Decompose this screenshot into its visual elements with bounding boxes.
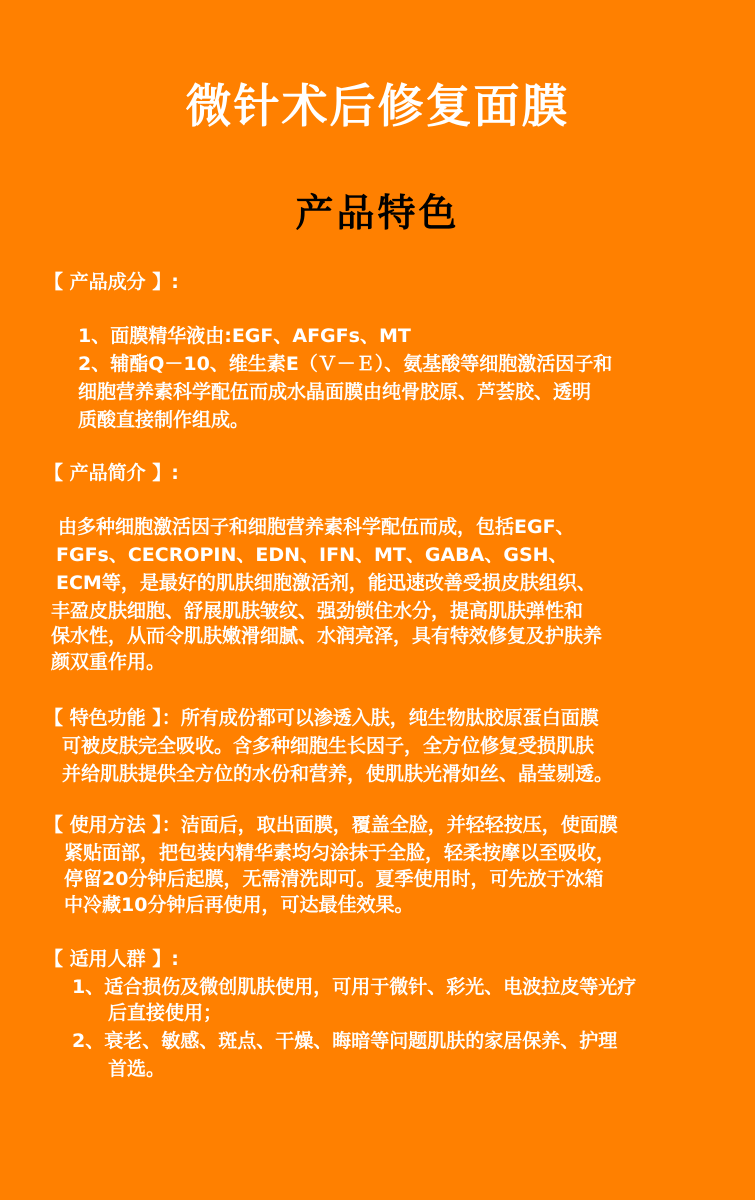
ingredients-heading: 【 产品成分 】: (44, 271, 179, 293)
features-line: 可被皮肤完全吸收。含多种细胞生长因子，全方位修复受损肌肤 (62, 735, 595, 757)
ingredients-line: 细胞营养素科学配伍而成水晶面膜由纯骨胶原、芦荟胶、透明 (78, 381, 592, 403)
ingredients-line: 2、辅酯Q－10、维生素E（Ｖ－Ｅ）、氨基酸等细胞激活因子和 (78, 353, 613, 375)
audience-line: 1、适合损伤及微创肌肤使用，可用于微针、彩光、电波拉皮等光疗 (72, 976, 637, 998)
usage-line: 停留20分钟后起膜，无需清洗即可。夏季使用时，可先放于冰箱 (64, 868, 604, 890)
audience-heading: 【 适用人群 】: (44, 948, 179, 970)
intro-heading: 【 产品简介 】: (44, 462, 179, 484)
page-title: 微针术后修复面膜 (185, 79, 570, 133)
ingredients-line: 质酸直接制作组成。 (78, 409, 250, 431)
audience-line: 首选。 (108, 1058, 166, 1080)
ingredients-line: 1、面膜精华液由:EGF、AFGFs、MT (78, 325, 411, 347)
audience-line: 2、衰老、敏感、斑点、干燥、晦暗等问题肌肤的家居保养、护理 (72, 1030, 618, 1052)
features-line: 【 特色功能 】：所有成份都可以渗透入肤，纯生物肽胶原蛋白面膜 (44, 707, 599, 729)
usage-line: 中冷藏10分钟后再使用，可达最佳效果。 (64, 894, 414, 916)
usage-line: 紧贴面部，把包装内精华素均匀涂抹于全脸，轻柔按摩以至吸收， (64, 842, 616, 864)
intro-line: 由多种细胞激活因子和细胞营养素科学配伍而成，包括EGF、 (58, 516, 575, 538)
usage-line: 【 使用方法 】：洁面后，取出面膜，覆盖全脸，并轻轻按压，使面膜 (44, 814, 618, 836)
intro-line: 颜双重作用。 (51, 651, 166, 673)
features-line: 并给肌肤提供全方位的水份和营养，使肌肤光滑如丝、晶莹剔透。 (62, 763, 614, 785)
section-title: 产品特色 (295, 191, 460, 235)
intro-line: 保水性，从而令肌肤嫩滑细腻、水润亮泽，具有特效修复及护肤养 (51, 625, 603, 647)
intro-line: ECM等，是最好的肌肤细胞激活剂，能迅速改善受损皮肤组织、 (56, 572, 596, 594)
intro-line: 丰盈皮肤细胞、舒展肌肤皱纹、强劲锁住水分，提高肌肤弹性和 (51, 600, 584, 622)
audience-line: 后直接使用； (108, 1002, 223, 1024)
intro-line: FGFs、CECROPIN、EDN、IFN、MT、GABA、GSH、 (56, 544, 568, 566)
